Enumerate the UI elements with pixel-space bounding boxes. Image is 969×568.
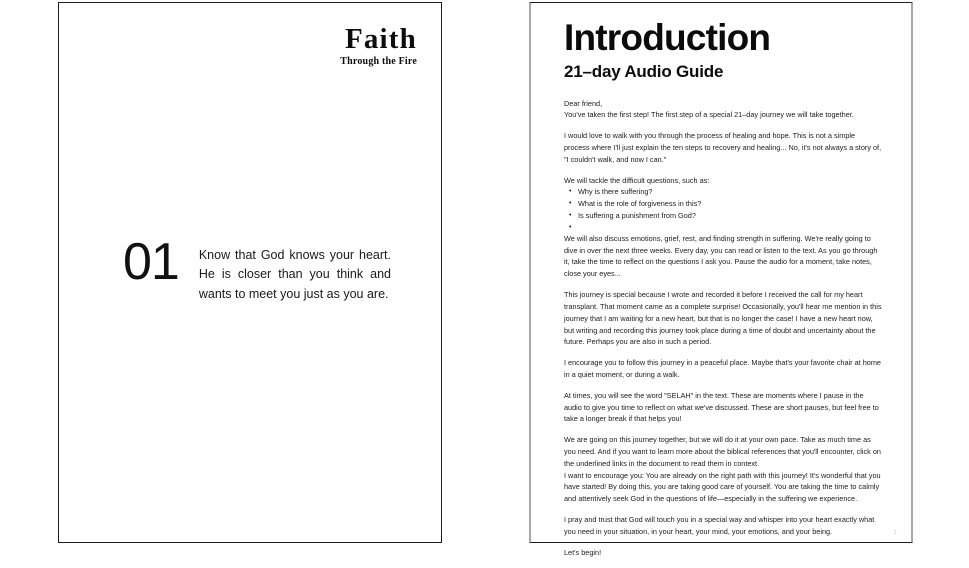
- list-item: • What is the role of forgiveness in this?: [578, 198, 882, 210]
- paragraph-selah: At times, you will see the word "SELAH" in the text. These are moments where I pause in the audio to give you time to reflect on what we've discussed. These are short pauses, but feel free to take a longer break if that helps you!: [564, 390, 879, 424]
- paragraph-questions-intro: We will tackle the difficult questions, such as:: [564, 175, 710, 185]
- list-item: • Is suffering a punishment from God?: [578, 210, 882, 222]
- paragraph-special: This journey is special because I wrote and recorded it before I received the call for my heart transplant. That moment came as a complete surprise! Occasionally, you'll hear me mention in this journey that I am waiting for a new heart, but that is no longer the case! I have a new heart now, but writing and recording this journey took place during a time of doubt and uncertainty about the future. Perhaps you are also in such a period.: [564, 290, 882, 347]
- brand-title: Faith: [344, 23, 417, 55]
- paragraph-peaceful: I encourage you to follow this journey in a peaceful place. Maybe that's your favorite chair at home in a quiet moment, or during a walk.: [564, 358, 881, 379]
- difficult-questions-list: [564, 186, 882, 232]
- paragraph-pray: I pray and trust that God will touch you in a special way and whisper into your heart exactly what you need in your situation, in your heart, your mind, your emotions, and your being.: [564, 515, 875, 536]
- paragraph-walk: I would love to walk with you through the process of healing and hope. This is not a simple process where I'll just explain the ten steps to recovery and healing... No, it's not always a story of, "I couldn't walk, and now I can.": [564, 131, 882, 164]
- paragraph-pace: We are going on this journey together, but we will do it at your own pace. Take as much time as you need. And if you want to learn more about the biblical references that you'll encounter, click on the underlined links in the document to read them in context.: [564, 435, 881, 468]
- paragraph-discuss: We will also discuss emotions, grief, rest, and finding strength in suffering. We're really going to dive in over the next three weeks. Every day, you can read or listen to the text. As you go through it, take the time to reflect on the questions I ask you. Pause the audio for a moment, take notes, close your eyes...: [564, 233, 878, 279]
- brand-logo: [340, 25, 417, 67]
- chapter-intro-block: [123, 233, 391, 304]
- right-page: [529, 2, 913, 557]
- list-item: [578, 222, 882, 233]
- page-title: Introduction: [564, 17, 771, 58]
- body-copy: [564, 98, 882, 559]
- paragraph-greeting: Dear friend,: [564, 98, 603, 108]
- chapter-statement: Know that God knows your heart. He is closer than you think and wants to meet you just as you are.: [198, 248, 391, 301]
- paragraph-begin: Let's begin!: [564, 547, 602, 557]
- chapter-number: 01: [123, 233, 179, 291]
- brand-subtitle: Through the Fire: [340, 56, 417, 67]
- page-subtitle: 21–day Audio Guide: [564, 61, 724, 81]
- paragraph-encourage: I want to encourage you: You are already on the right path with this journey! It's wonderful that you have started! By doing this, you are taking good care of yourself. You are taking the time to calmly and attentively seek God in the questions of life—especially in the suffering we experience.: [564, 470, 881, 504]
- page-number: 1: [893, 530, 897, 536]
- right-page-content: [564, 19, 882, 568]
- paragraph-opening: You've taken the first step! The first step of a special 21–day journey we will take together.: [564, 110, 854, 120]
- list-item: • Why is there suffering?: [578, 186, 882, 198]
- left-page: [58, 2, 442, 543]
